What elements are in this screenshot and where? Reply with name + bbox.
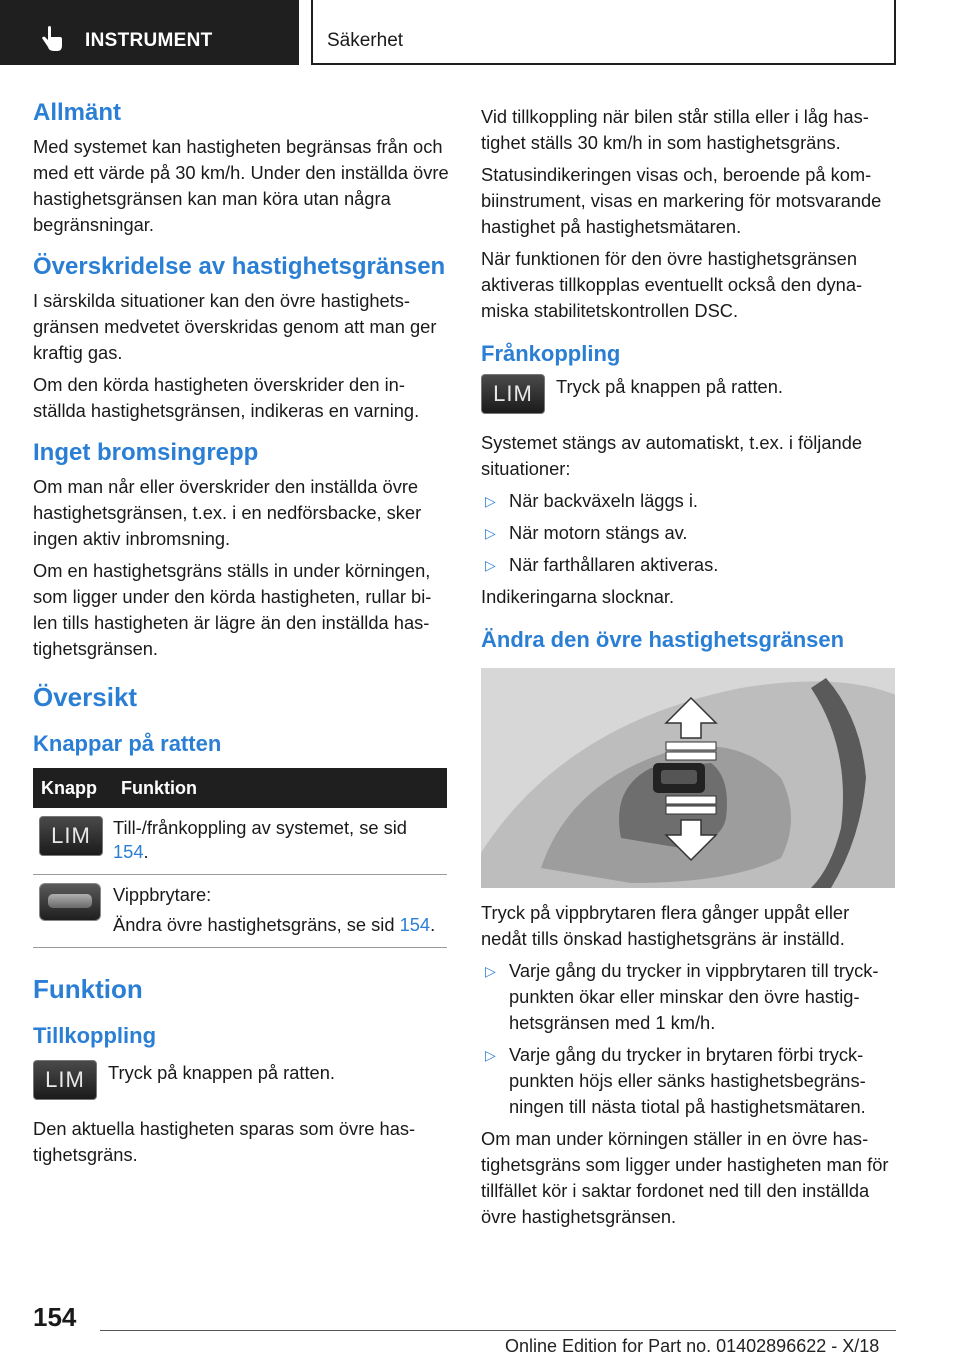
footer-edition: Online Edition for Part no. 01402896622 - X/18 <box>505 1336 880 1356</box>
triangle-bullet-icon: ▷ <box>485 963 496 979</box>
list-item: ▷ När farthållaren aktiveras. <box>481 552 897 578</box>
header-section-tab <box>0 0 299 65</box>
table-row <box>33 808 447 875</box>
column-header: Funktion <box>113 768 447 808</box>
hand-pointer-icon <box>40 26 64 52</box>
heading-inget-bromsingrepp: Inget bromsingrepp <box>33 439 259 466</box>
table-header-row <box>33 768 447 808</box>
left-column <box>33 98 449 1174</box>
heading-frankoppling: Frånkoppling <box>481 341 621 366</box>
paragraph: Med systemet kan hastigheten begränsas från och med ett värde på 30 km/h. Under den inställda övre hastighetsgränsen kan man köra utan några begränsningar. <box>33 136 449 235</box>
paragraph: När funktionen för den övre hastighetsgränsen aktiveras tillkopplas eventuellt också den dynamiska stabilitetskontrollen DSC. <box>481 248 863 321</box>
heading-allmant: Allmänt <box>33 99 122 126</box>
list-item: ▷ Varje gång du trycker in brytaren förbi tryckpunkten höjs eller sänks hastighetsbegränsningen till nästa tiotal på hastighetsmätaren. <box>485 1044 866 1117</box>
paragraph: Systemet stängs av automatiskt, t.ex. i följande situationer: <box>481 432 863 479</box>
triangle-bullet-icon: ▷ <box>485 557 496 573</box>
paragraph: Om den körda hastigheten överskrider den inställda hastighetsgränsen, indikeras en varning. <box>33 374 420 421</box>
steering-wheel-illustration <box>481 668 895 888</box>
triangle-bullet-icon: ▷ <box>485 525 496 541</box>
page-number: 154 <box>33 1302 77 1332</box>
triangle-bullet-icon: ▷ <box>485 493 496 509</box>
heading-tillkoppling: Tillkoppling <box>33 1023 157 1048</box>
heading-andra: Ändra den övre hastighetsgränsen <box>481 627 845 652</box>
list-item: ▷ Varje gång du trycker in vippbrytaren till tryckpunkten ökar eller minskar den övre hastighetsgränsen med 1 km/h. <box>485 960 879 1033</box>
lim-button-icon: LIM <box>33 1060 97 1100</box>
paragraph: Den aktuella hastigheten sparas som övre hastighetsgräns. <box>33 1118 416 1165</box>
paragraph: Om man når eller överskrider den inställda övre hastighetsgränsen, t.ex. i en nedförsbacke, sker ingen aktiv inbromsning. <box>33 476 422 549</box>
table-cell: Vippbrytare: Ändra övre hastighetsgräns, se sid 154. <box>113 875 447 948</box>
heading-funktion: Funktion <box>33 974 143 1004</box>
paragraph: Om man under körningen ställer in en övre hastighetsgräns som ligger under hastigheten man för tillfället kör i saktar fordonet ned till den inställda övre hastighetsgränsen. <box>481 1128 889 1227</box>
heading-knappar: Knappar på ratten <box>33 731 222 756</box>
list-item: ▷ När backväxeln läggs i. <box>481 488 897 514</box>
table-cell: Till-/frånkoppling av systemet, se sid 154. <box>113 808 447 875</box>
chapter-title: Säkerhet <box>327 30 404 51</box>
steering-wheel-photo <box>481 668 895 888</box>
paragraph: Vid tillkoppling när bilen står stilla eller i låg hastighet ställs 30 km/h in som hastighetsgräns. <box>481 106 869 153</box>
paragraph: Indikeringarna slocknar. <box>481 586 675 607</box>
heading-oversikt: Översikt <box>33 682 138 712</box>
rocker-switch-icon <box>39 883 101 921</box>
paragraph: I särskilda situationer kan den övre hastighetsgränsen medvetet överskridas genom att man ger kraftig gas. <box>33 290 437 363</box>
button-table <box>33 768 447 948</box>
heading-overskridelse: Överskridelse av hastighetsgränsen <box>33 253 446 280</box>
paragraph: Statusindikeringen visas och, beroende på kombiinstrument, visas en markering för motsvarande hastighet på hastighetsmätaren. <box>481 164 882 237</box>
right-column <box>481 104 897 1236</box>
page-link[interactable]: 154 <box>399 914 431 935</box>
lim-button-icon: LIM <box>39 816 103 856</box>
list-item: ▷ När motorn stängs av. <box>481 520 897 546</box>
paragraph: Tryck på vippbrytaren flera gånger uppåt eller nedåt tills önskad hastighetsgräns är inställd. <box>481 902 850 949</box>
column-header: Knapp <box>33 768 113 808</box>
footer-divider <box>100 1330 896 1331</box>
table-row <box>33 875 447 948</box>
triangle-bullet-icon: ▷ <box>485 1047 496 1063</box>
instruction-row: LIM Tryck på knappen på ratten. <box>33 1060 449 1106</box>
header-chapter-box <box>311 0 896 65</box>
section-title: INSTRUMENT <box>85 30 213 51</box>
paragraph: Om en hastighetsgräns ställs in under körningen, som ligger under den körda hastigheten, rullar bilen tills hastigheten är lägre än den inställda hastighetsgränsen. <box>33 560 432 659</box>
page-link[interactable]: 154 <box>113 841 144 862</box>
instruction-row: LIM Tryck på knappen på ratten. <box>481 374 897 420</box>
lim-button-icon: LIM <box>481 374 545 414</box>
